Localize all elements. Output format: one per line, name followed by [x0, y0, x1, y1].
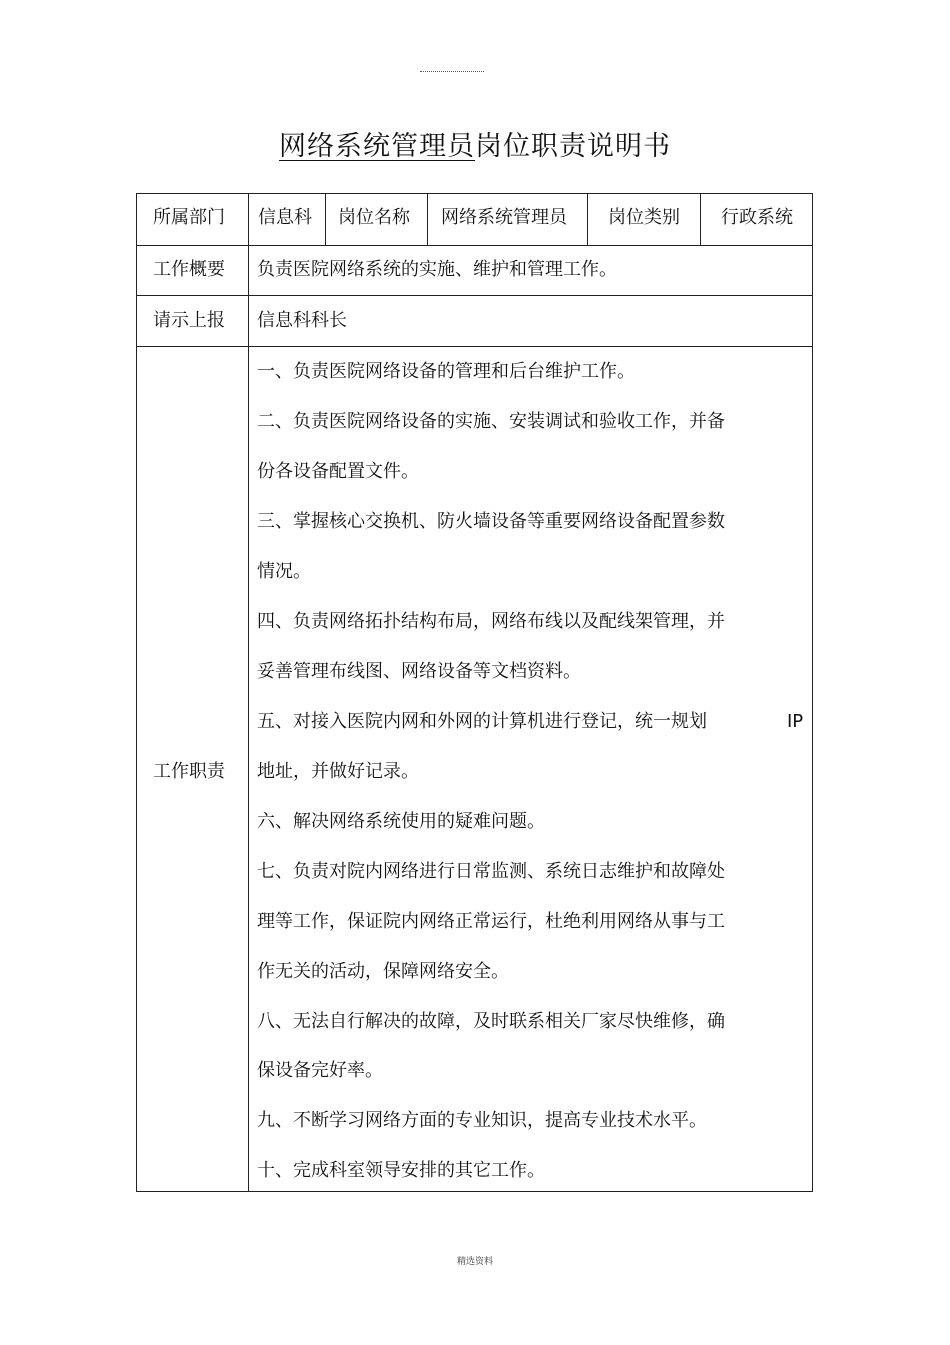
duty-line: 作无关的活动，保障网络安全。: [257, 961, 509, 982]
duty-line: 地址，并做好记录。: [257, 761, 419, 782]
duty-line: 七、负责对院内网络进行日常监测、系统日志维护和故障处: [257, 861, 725, 882]
report-value: 信息科科长: [257, 310, 347, 331]
duties-label: 工作职责: [153, 761, 225, 782]
header-dotted-rule: [420, 71, 484, 72]
title-rest-part: 岗位职责说明书: [475, 131, 671, 162]
duty-line: 份各设备配置文件。: [257, 461, 419, 482]
document-title: [0, 124, 950, 163]
column-divider: [427, 193, 428, 245]
row-divider: [136, 346, 813, 347]
duty-line: 九、不断学习网络方面的专业知识，提高专业技术水平。: [257, 1110, 707, 1131]
summary-value: 负责医院网络系统的实施、维护和管理工作。: [257, 259, 617, 280]
duty-line: 四、负责网络拓扑结构布局，网络布线以及配线架管理，并: [257, 611, 725, 632]
post-type-value: 行政系统: [721, 207, 793, 228]
duty-line: 十、完成科室领导安排的其它工作。: [257, 1160, 545, 1181]
duty-line: 理等工作，保证院内网络正常运行，杜绝利用网络从事与工: [257, 911, 725, 932]
summary-label: 工作概要: [153, 259, 225, 280]
duty-line: 保设备完好率。: [257, 1060, 383, 1081]
column-divider: [587, 193, 588, 245]
title-underlined-part: 网络系统管理员: [279, 131, 475, 162]
duty-line: 妥善管理布线图、网络设备等文档资料。: [257, 661, 581, 682]
duty-line: 二、负责医院网络设备的实施、安装调试和验收工作，并备: [257, 411, 725, 432]
row-divider: [136, 245, 813, 246]
post-name-label: 岗位名称: [338, 207, 410, 228]
duty-line: 五、对接入医院内网和外网的计算机进行登记，统一规划: [257, 711, 707, 732]
duty-line: 一、负责医院网络设备的管理和后台维护工作。: [257, 361, 635, 382]
duty-line: 三、掌握核心交换机、防火墙设备等重要网络设备配置参数: [257, 511, 725, 532]
dept-value: 信息科: [258, 207, 312, 228]
report-label: 请示上报: [153, 310, 225, 331]
duty-line: 八、无法自行解决的故障，及时联系相关厂家尽快维修，确: [257, 1011, 725, 1032]
post-name-value: 网络系统管理员: [441, 207, 567, 228]
post-type-label: 岗位类别: [608, 207, 680, 228]
dept-label: 所属部门: [153, 207, 225, 228]
page-footer: 精选资料: [456, 1257, 493, 1267]
column-divider: [248, 193, 249, 1192]
job-description-table: [136, 193, 813, 1192]
duty-line: 六、解决网络系统使用的疑难问题。: [257, 811, 545, 832]
column-divider: [700, 193, 701, 245]
duty-ip-suffix: IP: [787, 711, 804, 732]
duty-line: 情况。: [257, 561, 311, 582]
row-divider: [136, 295, 813, 296]
column-divider: [325, 193, 326, 245]
